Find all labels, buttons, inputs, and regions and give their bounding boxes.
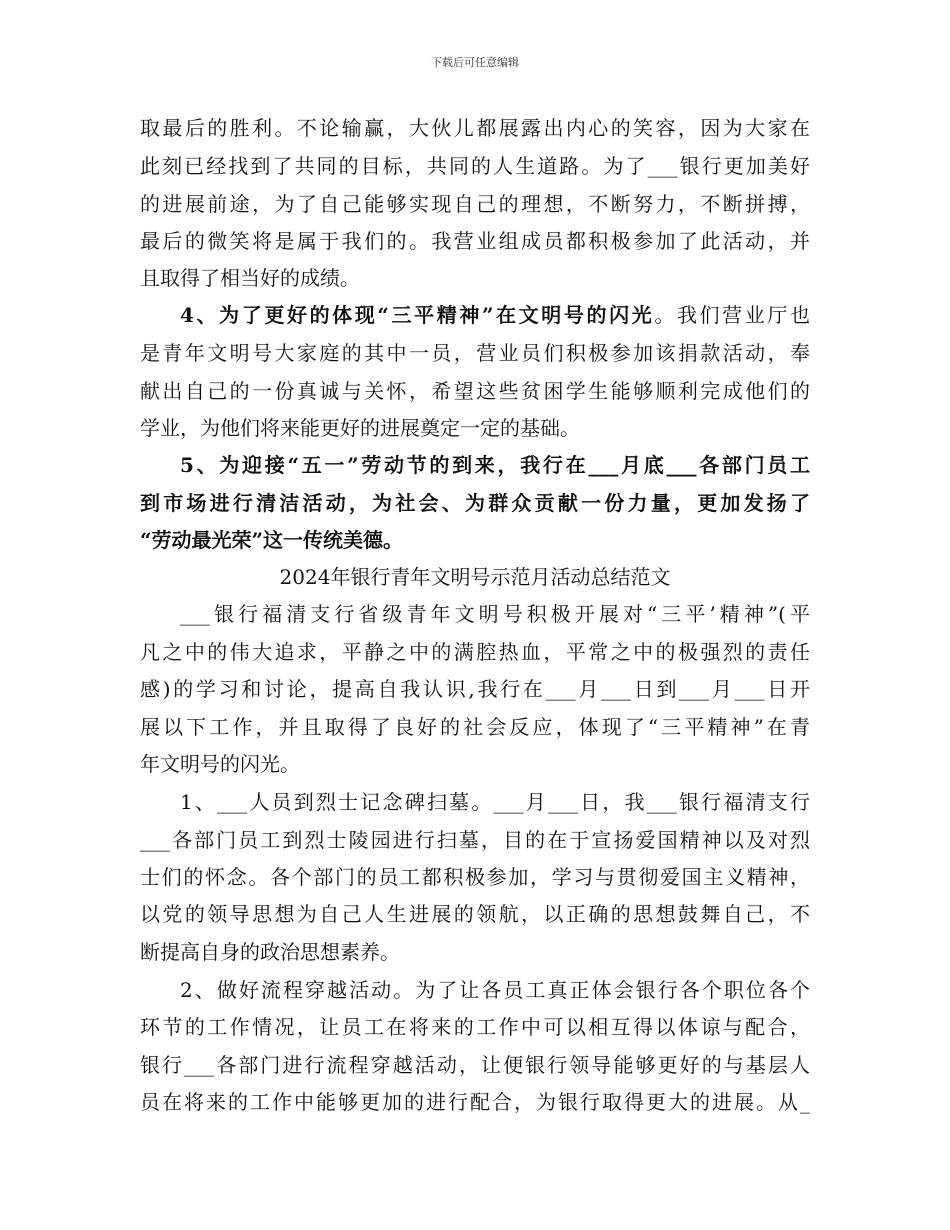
section-title: 2024年银行青年文明号示范月活动总结范文: [279, 565, 671, 589]
paragraph-line: 以党的领导思想为自己人生进展的领航，以正确的思想鼓舞自己，不: [140, 902, 810, 926]
paragraph-line: 凡之中的伟大追求，平静之中的满腔热血，平常之中的极强烈的责任: [140, 640, 810, 664]
page-header: 下载后可任意编辑: [431, 56, 519, 69]
paragraph-line: 断提高自身的政治思想素养。: [140, 940, 400, 964]
paragraph-line: 取最后的胜利。不论输赢，大伙儿都展露出内心的笑容，因为大家在: [140, 116, 810, 140]
paragraph-line: 1、___人员到烈士记念碑扫墓。___月___日，我___银行福清支行: [180, 790, 810, 814]
paragraph-line: 环节的工作情况，让员工在将来的工作中可以相互得以体谅与配合，: [140, 1015, 810, 1039]
item-text: 。我们营业厅也: [654, 303, 810, 327]
paragraph-line: 感)的学习和讨论，提高自我认识,我行在___月___日到___月___日开: [140, 677, 810, 701]
paragraph-line: 2、做好流程穿越活动。为了让各员工真正体会银行各个职位各个: [180, 978, 810, 1002]
paragraph-line: 5、为迎接“五一”劳动节的到来，我行在___月底___各部门员工: [180, 453, 810, 477]
paragraph-line: 此刻已经找到了共同的目标，共同的人生道路。为了___银行更加美好: [140, 154, 810, 178]
paragraph-line: 年文明号的闪光。: [140, 752, 300, 776]
paragraph-line: ___银行福清支行省级青年文明号积极开展对“三平’精神”(平: [180, 602, 810, 626]
paragraph-line: 的进展前途，为了自己能够实现自己的理想，不断努力，不断拼搏，: [140, 192, 810, 216]
paragraph-line: “劳动最光荣”这一传统美德。: [140, 528, 404, 552]
paragraph-line: 到市场进行清洁活动，为社会、为群众贡献一份力量，更加发扬了: [140, 491, 810, 515]
paragraph-line: 是青年文明号大家庭的其中一员，营业员们积极参加该捐款活动，奉: [140, 341, 810, 365]
paragraph-line: 员在将来的工作中能够更加的进行配合，为银行取得更大的进展。从_: [140, 1090, 810, 1114]
paragraph-line: [180, 303, 810, 327]
paragraph-line: ___各部门员工到烈士陵园进行扫墓，目的在于宣扬爱国精神以及对烈: [140, 828, 810, 852]
paragraph-line: 士们的怀念。各个部门的员工都积极参加，学习与贯彻爱国主义精神，: [140, 865, 810, 889]
paragraph-line: 最后的微笑将是属于我们的。我营业组成员都积极参加了此活动，并: [140, 229, 810, 253]
paragraph-line: 银行___各部门进行流程穿越活动，让便银行领导能够更好的与基层人: [140, 1053, 810, 1077]
item-heading: 4、为了更好的体现“三平精神”在文明号的闪光: [180, 303, 655, 327]
paragraph-line: 学业，为他们将来能更好的进展奠定一定的基础。: [140, 416, 580, 440]
paragraph-line: 且取得了相当好的成绩。: [140, 266, 360, 290]
paragraph-line: 献出自己的一份真诚与关怀，希望这些贫困学生能够顺利完成他们的: [140, 379, 810, 403]
paragraph-line: 展以下工作，并且取得了良好的社会反应，体现了“三平精神”在青: [140, 715, 810, 739]
